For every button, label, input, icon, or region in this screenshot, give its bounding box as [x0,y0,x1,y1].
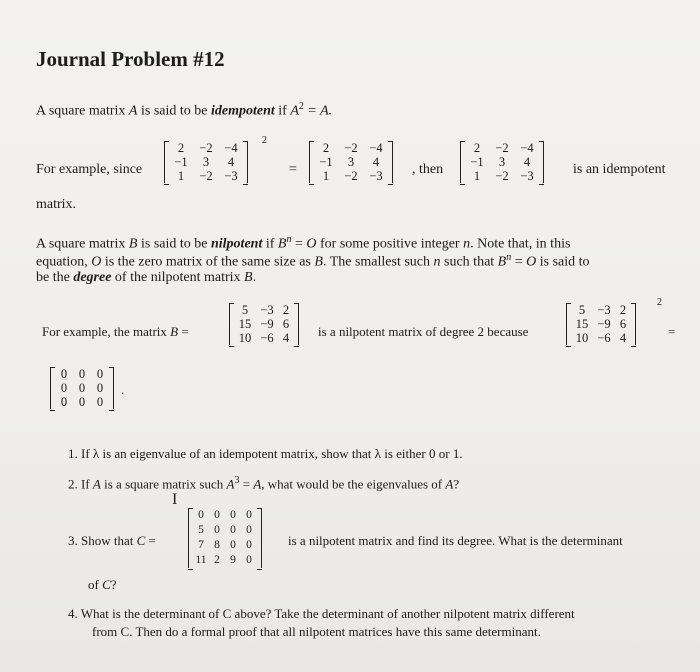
matrix-cell: −6 [597,331,611,345]
matrix-cell: 5 [241,303,249,317]
matrix-cell: 9 [230,554,236,566]
text-segment: . The smallest such [322,254,434,270]
matrix-cell: −6 [260,331,274,345]
text-segment: if [262,236,278,252]
var-b: B [497,254,507,270]
matrix-cell: 2 [177,141,185,155]
var-o: O [526,254,537,270]
term-idempotent: idempotent [210,103,275,119]
matrix-cell: 1 [177,169,185,183]
matrix-cell: −2 [344,169,358,183]
text-segment: . [252,270,257,285]
example1-tail: is an idempotent [573,162,666,177]
matrix-cell: −2 [199,141,213,155]
matrix-cell: 10 [238,331,252,345]
matrix-cell: −4 [520,141,534,155]
text-segment: = [511,254,527,270]
matrix-cell: 0 [230,539,236,551]
page-title: Journal Problem #12 [36,47,225,71]
matrix-cell: −1 [174,155,188,169]
nilpotent-definition-line1 [36,234,570,253]
term-nilpotent: nilpotent [210,236,263,252]
matrix-cell: 8 [214,539,220,551]
var-a: A [226,476,235,492]
text-segment: A square matrix [36,236,129,252]
text-segment: , what would be the eigenvalues of [261,476,446,492]
example2-matrix-b [229,303,299,345]
matrix-cell: 0 [96,367,104,381]
idempotent-definition [36,101,332,120]
var-a: A [253,476,262,492]
matrix-cell: −1 [319,155,333,169]
var-a: A [92,476,101,492]
var-a: A [290,103,299,119]
var-b: B [277,236,287,252]
matrix-cell: −2 [495,141,509,155]
matrix-cell: 2 [322,141,330,155]
text-segment: is said to [536,254,590,270]
matrix-cell: 3 [498,155,506,169]
term-degree: degree [73,270,112,285]
matrix-cell: 7 [198,539,204,551]
matrix-cell: 15 [575,317,589,331]
example1-matrix-b [309,141,393,183]
matrix-cell: −4 [224,141,238,155]
text-segment: = [291,236,307,252]
text-segment: is a square matrix such [100,476,227,492]
matrix-cell: 2 [619,303,627,317]
matrix-cell: 0 [198,509,204,521]
text-segment: such that [440,254,498,270]
text-segment: = [145,533,156,548]
var-b: B [170,324,179,339]
text-segment: A square matrix [36,103,129,119]
text-segment: For example, the matrix [42,324,171,339]
matrix-cell: 0 [246,554,252,566]
text-segment: ? [453,476,460,492]
matrix-cell: 0 [246,509,252,521]
matrix-cell: −4 [369,141,383,155]
example2-mid: is a nilpotent matrix of degree 2 because [318,324,529,339]
example2-period: . [121,382,125,397]
matrix-cell: 2 [473,141,481,155]
matrix-cell: 0 [246,524,252,536]
matrix-cell: −3 [260,303,274,317]
question-2 [68,475,459,492]
text-segment: 2. If [68,476,93,492]
matrix-cell: 6 [619,317,627,331]
example1-power: 2 [262,135,267,146]
matrix-cell: 4 [282,331,290,345]
matrix-cell: 0 [78,367,86,381]
matrix-cell: −9 [260,317,274,331]
question-3 [68,533,156,549]
text-segment: is the zero matrix of the same size as [101,254,315,270]
var-b: B [128,236,138,252]
exponent: 2 [298,101,304,112]
matrix-cell: −3 [369,169,383,183]
matrix-cell: −3 [520,169,534,183]
question-4-line2: from C. Then do a formal proof that all nilpotent matrices have this same determinant. [92,624,541,639]
matrix-cell: 2 [282,303,290,317]
matrix-cell: 2 [214,554,220,566]
matrix-cell: 0 [96,395,104,409]
question-3-matrix-c [188,508,262,568]
example2-matrix-b-squared [566,303,636,345]
question-1: 1. If λ is an eigenvalue of an idempotent matrix, show that λ is either 0 or 1. [68,446,463,461]
text-segment: ? [110,577,117,592]
var-n: n [433,254,441,270]
matrix-cell: 4 [227,155,235,169]
matrix-cell: 11 [195,554,207,566]
question-3-wrap [88,577,117,593]
matrix-cell: 0 [214,509,220,521]
exponent: 3 [234,475,240,486]
var-c: C [102,577,111,592]
matrix-cell: 0 [60,381,68,395]
exponent: n [506,252,512,263]
text-segment: = [178,324,189,339]
nilpotent-definition-line2 [36,252,590,271]
example1-then: , then [412,162,444,177]
text-segment: is said to be [137,103,211,119]
matrix-cell: 4 [523,155,531,169]
text-segment: be the [36,270,74,285]
matrix-cell: −1 [470,155,484,169]
text-segment: of the nilpotent matrix [111,270,245,285]
var-a: A [445,476,454,492]
matrix-cell: 0 [60,367,68,381]
text-cursor-icon: I [172,491,178,508]
example1-wrap: matrix. [36,197,77,212]
example2-power: 2 [657,297,662,308]
var-a: A [128,103,138,119]
matrix-cell: −3 [597,303,611,317]
matrix-cell: 5 [198,524,204,536]
matrix-cell: 1 [322,169,330,183]
question-3-tail: is a nilpotent matrix and find its degree. What is the determinant [288,533,623,548]
text-segment: equation, [36,254,92,270]
example1-equals: = [289,162,297,177]
matrix-cell: 4 [372,155,380,169]
nilpotent-definition-line3 [36,270,256,286]
text-segment: for some positive integer [316,236,464,252]
var-n: n [463,236,471,252]
var-b: B [314,254,323,270]
matrix-cell: 15 [238,317,252,331]
exponent: n [286,234,292,245]
question-4-line1: 4. What is the determinant of C above? Take the determinant of another nilpotent matrix different [68,606,575,621]
var-o: O [306,236,317,252]
matrix-cell: 3 [347,155,355,169]
matrix-cell: 0 [214,524,220,536]
matrix-cell: 0 [96,381,104,395]
example1-matrix-a [164,141,248,183]
text-segment: is said to be [137,236,211,252]
var-c: C [136,533,146,548]
example2-lead [42,324,189,340]
matrix-cell: 0 [60,395,68,409]
matrix-cell: −2 [344,141,358,155]
matrix-cell: −2 [495,169,509,183]
matrix-cell: 0 [78,395,86,409]
example2-zero-matrix [50,367,114,409]
example1-lead: For example, since [36,162,143,177]
matrix-cell: 3 [202,155,210,169]
var-b: B [244,270,253,285]
example2-equals: = [668,324,676,339]
matrix-cell: 0 [230,524,236,536]
matrix-cell: 10 [575,331,589,345]
text-segment: = [239,476,254,492]
matrix-cell: 0 [246,539,252,551]
matrix-cell: −9 [597,317,611,331]
var-o: O [91,254,102,270]
matrix-cell: −3 [224,169,238,183]
matrix-cell: 0 [230,509,236,521]
text-segment: = A. [303,103,333,119]
text-segment: if [274,103,291,119]
matrix-cell: 1 [473,169,481,183]
matrix-cell: 5 [578,303,586,317]
example1-matrix-c [460,141,544,183]
text-segment: . Note that, in this [470,236,571,252]
text-segment: of [88,577,103,592]
text-segment: 3. Show that [68,533,137,548]
matrix-cell: 0 [78,381,86,395]
matrix-cell: −2 [199,169,213,183]
matrix-cell: 4 [619,331,627,345]
matrix-cell: 6 [282,317,290,331]
